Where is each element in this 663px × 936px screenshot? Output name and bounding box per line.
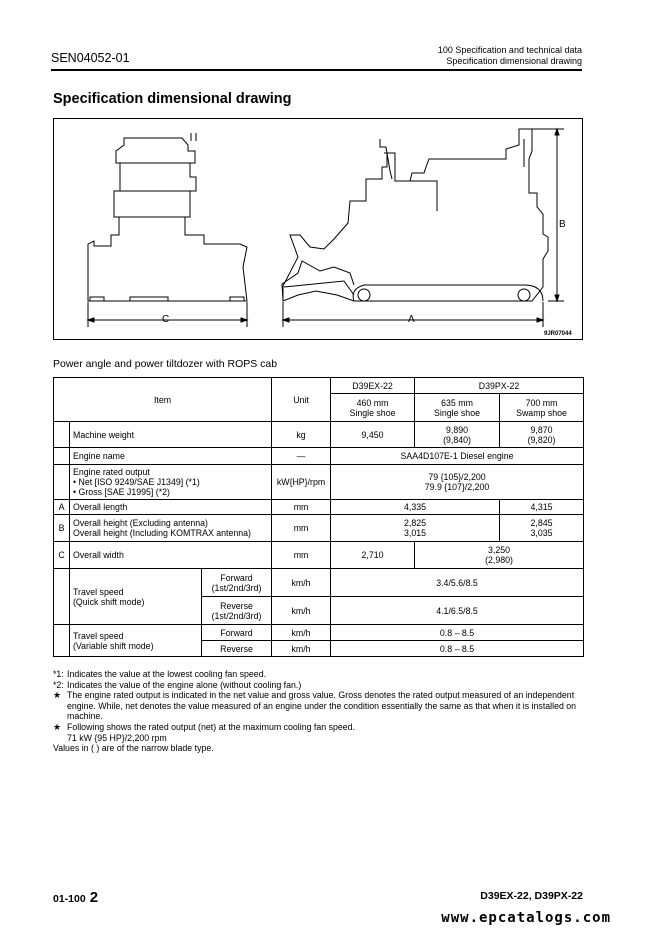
- document-code: SEN04052-01: [51, 51, 130, 65]
- page-title: Specification dimensional drawing: [53, 91, 292, 107]
- watermark: www.epcatalogs.com: [441, 910, 611, 926]
- dimension-a-label: A: [408, 314, 415, 325]
- header-rule: [51, 69, 582, 71]
- header-unit: Unit: [272, 378, 331, 422]
- subheader-px-swamp: 700 mm Swamp shoe: [500, 394, 584, 422]
- front-view-outline: [88, 138, 247, 301]
- table-row: Engine name — SAA4D107E-1 Diesel engine: [54, 448, 584, 465]
- table-row: Reverse (1st/2nd/3rd) km/h 4.1/6.5/8.5: [54, 597, 584, 625]
- star-icon: ★: [53, 690, 61, 701]
- dimension-c-label: C: [162, 314, 170, 325]
- table-row: Reverse km/h 0.8 – 8.5: [54, 641, 584, 657]
- footnotes: [53, 669, 588, 754]
- table-row: B Overall height (Excluding antenna) Overall height (Including KOMTRAX antenna) mm 2,825 3,015 2,845 3,035: [54, 515, 584, 542]
- subheader-px-single: 635 mm Single shoe: [415, 394, 500, 422]
- subheader-ex: 460 mm Single shoe: [331, 394, 415, 422]
- table-row: C Overall width mm 2,710 3,250 (2,980): [54, 542, 584, 569]
- dimensional-drawing: [53, 118, 583, 340]
- table-row: Engine rated output • Net [ISO 9249/SAE J1349] (*1) • Gross [SAE J1995] (*2) kW{HP}/rpm 79 {105}/2,200 79.9 {107}/2,200: [54, 465, 584, 500]
- footnote: ★ Following shows the rated output (net) at the maximum cooling fan speed. 71 kW {95 HP}/2,200 rpm: [53, 721, 356, 743]
- dozer-drawing: [54, 119, 582, 339]
- side-view-outline: [283, 129, 548, 301]
- header-subsection: Specification dimensional drawing: [446, 56, 582, 66]
- specification-table: [53, 377, 584, 657]
- header-d39ex: D39EX-22: [331, 378, 415, 394]
- table-row: Travel speed (Quick shift mode) Forward (1st/2nd/3rd) km/h 3.4/5.6/8.5: [54, 569, 584, 597]
- footnote: *2: Indicates the value of the engine alone (without cooling fan.): [53, 679, 302, 690]
- star-icon: ★: [53, 721, 61, 732]
- dimension-b-label: B: [559, 219, 566, 230]
- footnote: ★ The engine rated output is indicated in the net value and gross value. Gross denotes the rated output measured of an independent engine. While, net denotes the value measured of an engine under the condition essentially the same as that when it is installed on machine.: [53, 690, 577, 722]
- table-row: A Overall length mm 4,335 4,315: [54, 500, 584, 515]
- header-item: Item: [54, 378, 272, 422]
- header-d39px: D39PX-22: [415, 378, 584, 394]
- table-row: Travel speed (Variable shift mode) Forward km/h 0.8 – 8.5: [54, 625, 584, 641]
- footnote: Values in ( ) are of the narrow blade type.: [53, 743, 214, 754]
- figure-code: 9JR07044: [544, 331, 572, 337]
- table-row: Machine weight kg 9,450 9,890 (9,840) 9,870 (9,820): [54, 422, 584, 448]
- page-number: 01-100 2: [53, 889, 99, 906]
- table-header-row: [54, 378, 584, 394]
- footer-models: D39EX-22, D39PX-22: [480, 890, 583, 902]
- header-section: 100 Specification and technical data: [437, 45, 582, 55]
- table-caption: Power angle and power tiltdozer with ROPS cab: [53, 358, 278, 370]
- footnote: *1: Indicates the value at the lowest cooling fan speed.: [53, 669, 267, 679]
